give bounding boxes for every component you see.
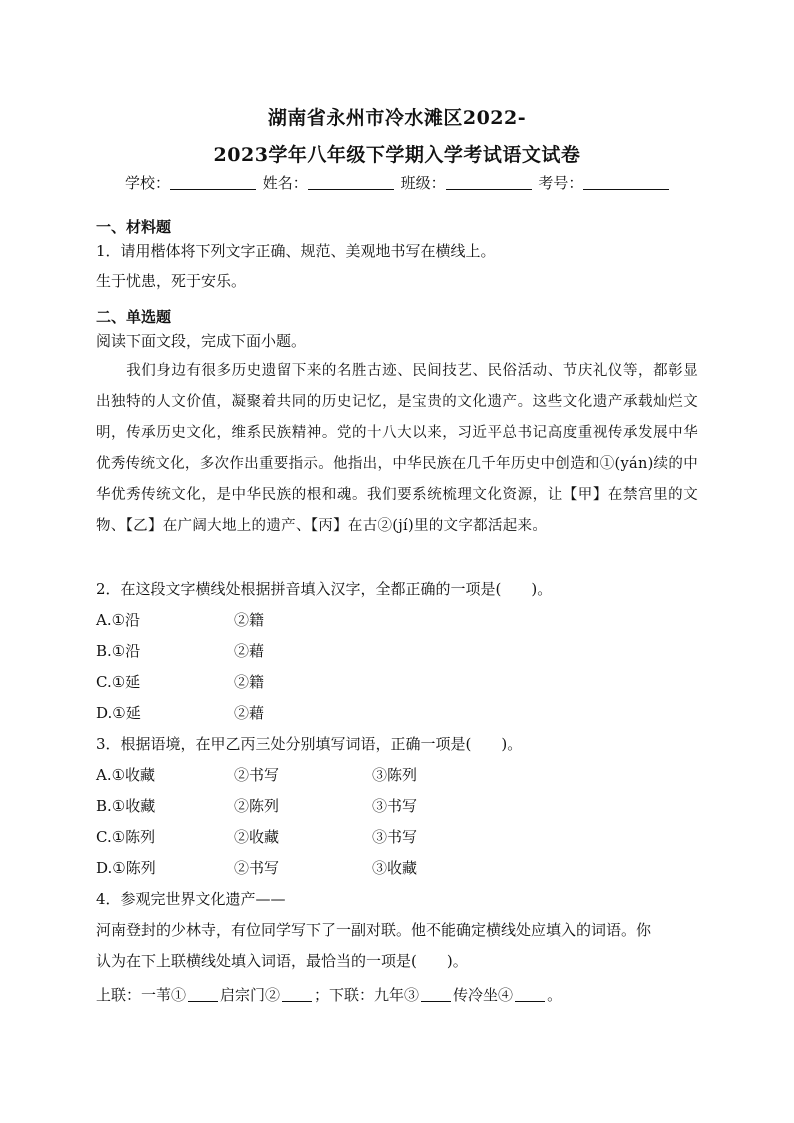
class-blank[interactable]	[446, 176, 532, 190]
q2-option-b[interactable]: B.①沿	[96, 642, 141, 660]
couplet-part5: 。	[547, 986, 563, 1004]
q2-option-a[interactable]: A.①沿	[96, 611, 141, 629]
number-label: 考号：	[538, 174, 584, 192]
couplet-part3: ；下联：九年③	[314, 986, 420, 1004]
q2-option-d[interactable]: D.①延	[96, 704, 141, 722]
section2-heading: 二、单选题	[96, 308, 172, 326]
q2-option-c[interactable]: C.①延	[96, 673, 141, 691]
q2-option-b-b: ②藉	[234, 642, 265, 660]
exam-title-line2: 2023学年八年级下学期入学考试语文试卷	[213, 144, 581, 166]
q3-option-a-c: ③陈列	[372, 766, 418, 784]
q3-option-a[interactable]: A.①收藏	[96, 766, 156, 784]
q2-option-d-b: ②藉	[234, 704, 265, 722]
question-4-line2: 认为在下上联横线处填入词语，最恰当的一项是( )。	[96, 952, 468, 970]
q3-option-b[interactable]: B.①收藏	[96, 797, 156, 815]
q3-option-d[interactable]: D.①陈列	[96, 859, 156, 877]
question-1-text: 生于忧患，死于安乐。	[96, 272, 247, 290]
q3-option-d-c: ③收藏	[372, 859, 418, 877]
passage-intro: 阅读下面文段，完成下面小题。	[96, 332, 307, 350]
couplet-blank-3[interactable]	[421, 989, 451, 1002]
question-2-stem: 2．在这段文字横线处根据拼音填入汉字，全都正确的一项是( )。	[96, 580, 553, 598]
q3-option-b-c: ③书写	[372, 797, 418, 815]
q3-option-c-c: ③书写	[372, 828, 418, 846]
reading-passage	[96, 356, 698, 542]
question-3-stem: 3．根据语境，在甲乙丙三处分别填写词语，正确一项是( )。	[96, 735, 523, 753]
student-info-row	[125, 172, 671, 193]
question-1: 1．请用楷体将下列文字正确、规范、美观地书写在横线上。	[96, 242, 496, 260]
name-blank[interactable]	[308, 176, 394, 190]
couplet-part2: 启宗门②	[220, 986, 281, 1004]
passage-text: 我们身边有很多历史遗留下来的名胜古迹、民间技艺、民俗活动、节庆礼仪等，都彰显出独特的人文价值，凝聚着共同的历史记忆，是宝贵的文化遗产。这些文化遗产承载灿烂文明，传承历史文化，维系民族精神。党的十八大以来，习近平总书记高度重视传承发展中华优秀传统文化，多次作出重要指示。他指出，中华民族在几千年历史中创造和①(yán)续的中华优秀传统文化，是中华民族的根和魂。我们要系统梳理文化资源，让【甲】在禁宫里的文物、【乙】在广阔大地上的遗产、【丙】在古②(jí)里的文字都活起来。	[96, 363, 698, 534]
school-blank[interactable]	[170, 176, 256, 190]
q3-option-b-b: ②陈列	[234, 797, 280, 815]
name-label: 姓名：	[262, 174, 308, 192]
exam-title-line1: 湖南省永州市冷水滩区2022-	[267, 107, 527, 129]
class-label: 班级：	[400, 174, 446, 192]
couplet-part1: 上联：一苇①	[96, 986, 187, 1004]
section1-heading: 一、材料题	[96, 218, 172, 236]
couplet-blank-4[interactable]	[515, 989, 545, 1002]
number-blank[interactable]	[583, 176, 669, 190]
q2-option-c-b: ②籍	[234, 673, 265, 691]
q2-option-a-b: ②籍	[234, 611, 265, 629]
q3-option-d-b: ②书写	[234, 859, 280, 877]
couplet-part4: 传冷坐④	[453, 986, 514, 1004]
couplet-blank-2[interactable]	[282, 989, 312, 1002]
couplet-blank-1[interactable]	[188, 989, 218, 1002]
q3-option-c[interactable]: C.①陈列	[96, 828, 156, 846]
question-4-line1: 河南登封的少林寺，有位同学写下了一副对联。他不能确定横线处应填入的词语。你	[96, 921, 652, 939]
school-label: 学校：	[125, 174, 171, 192]
couplet-line	[96, 984, 562, 1005]
q3-option-a-b: ②书写	[234, 766, 280, 784]
q3-option-c-b: ②收藏	[234, 828, 280, 846]
question-4-stem: 4．参观完世界文化遗产——	[96, 890, 286, 908]
